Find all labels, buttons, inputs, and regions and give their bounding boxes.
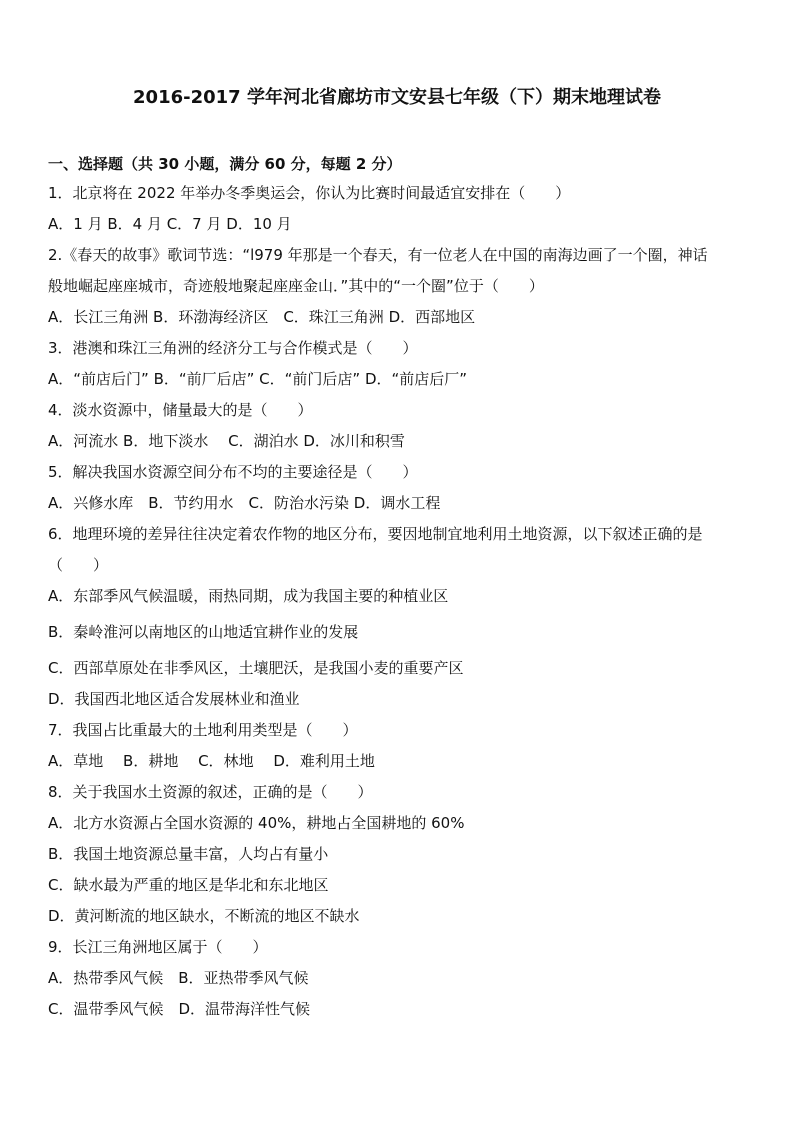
question-4-options: A．河流水 B．地下淡水 C．湖泊水 D．冰川和积雪 bbox=[48, 432, 405, 450]
page-title: 2016-2017 学年河北省廊坊市文安县七年级（下）期末地理试卷 bbox=[133, 87, 661, 108]
question-3: 3．港澳和珠江三角洲的经济分工与合作模式是（ ） bbox=[48, 339, 418, 357]
section-heading: 一、选择题（共 30 小题，满分 60 分，每题 2 分） bbox=[48, 155, 402, 173]
question-6-option-c: C．西部草原处在非季风区，土壤肥沃，是我国小麦的重要产区 bbox=[48, 659, 464, 677]
question-list bbox=[48, 183, 750, 1030]
question-5: 5．解决我国水资源空间分布不均的主要途径是（ ） bbox=[48, 463, 418, 481]
question-8-option-c: C．缺水最为严重的地区是华北和东北地区 bbox=[48, 876, 329, 894]
question-2-line-2: 般地崛起座座城市，奇迹般地聚起座座金山．”其中的“一个圈”位于（ ） bbox=[48, 277, 544, 295]
question-8-option-a: A．北方水资源占全国水资源的 40%，耕地占全国耕地的 60% bbox=[48, 814, 465, 832]
question-1: 1．北京将在 2022 年举办冬季奥运会，你认为比赛时间最适宜安排在（ ） bbox=[48, 184, 571, 202]
question-6-option-b: B．秦岭淮河以南地区的山地适宜耕作业的发展 bbox=[48, 623, 359, 641]
question-6-line-2: （ ） bbox=[48, 556, 109, 574]
question-6-line-1: 6．地理环境的差异往往决定着农作物的地区分布，要因地制宜地利用土地资源，以下叙述正确的是 bbox=[48, 525, 703, 543]
question-7: 7．我国占比重最大的土地利用类型是（ ） bbox=[48, 721, 358, 739]
question-6-option-d: D．我国西北地区适合发展林业和渔业 bbox=[48, 690, 300, 708]
question-9-options-ab: A．热带季风气候 B．亚热带季风气候 bbox=[48, 969, 309, 987]
question-2-options: A．长江三角洲 B．环渤海经济区 C．珠江三角洲 D．西部地区 bbox=[48, 308, 476, 326]
question-8-option-b: B．我国土地资源总量丰富，人均占有量小 bbox=[48, 845, 329, 863]
question-7-options: A．草地 B．耕地 C．林地 D．难利用土地 bbox=[48, 752, 375, 770]
question-8: 8．关于我国水土资源的叙述，正确的是（ ） bbox=[48, 783, 373, 801]
question-8-option-d: D．黄河断流的地区缺水，不断流的地区不缺水 bbox=[48, 907, 360, 925]
question-1-options: A．1 月 B．4 月 C．7 月 D．10 月 bbox=[48, 215, 292, 233]
question-6-option-a: A．东部季风气候温暖，雨热同期，成为我国主要的种植业区 bbox=[48, 587, 449, 605]
question-9: 9．长江三角洲地区属于（ ） bbox=[48, 938, 268, 956]
question-3-options: A．“前店后门” B．“前厂后店” C．“前门后店” D．“前店后厂” bbox=[48, 370, 468, 388]
question-4: 4．淡水资源中，储量最大的是（ ） bbox=[48, 401, 313, 419]
question-9-options-cd: C．温带季风气候 D．温带海洋性气候 bbox=[48, 1000, 311, 1018]
question-2-line-1: 2.《春天的故事》歌词节选：“l979 年那是一个春天，有一位老人在中国的南海边画了一个圈，神话 bbox=[48, 246, 708, 264]
question-5-options: A．兴修水库 B．节约用水 C．防治水污染 D．调水工程 bbox=[48, 494, 441, 512]
